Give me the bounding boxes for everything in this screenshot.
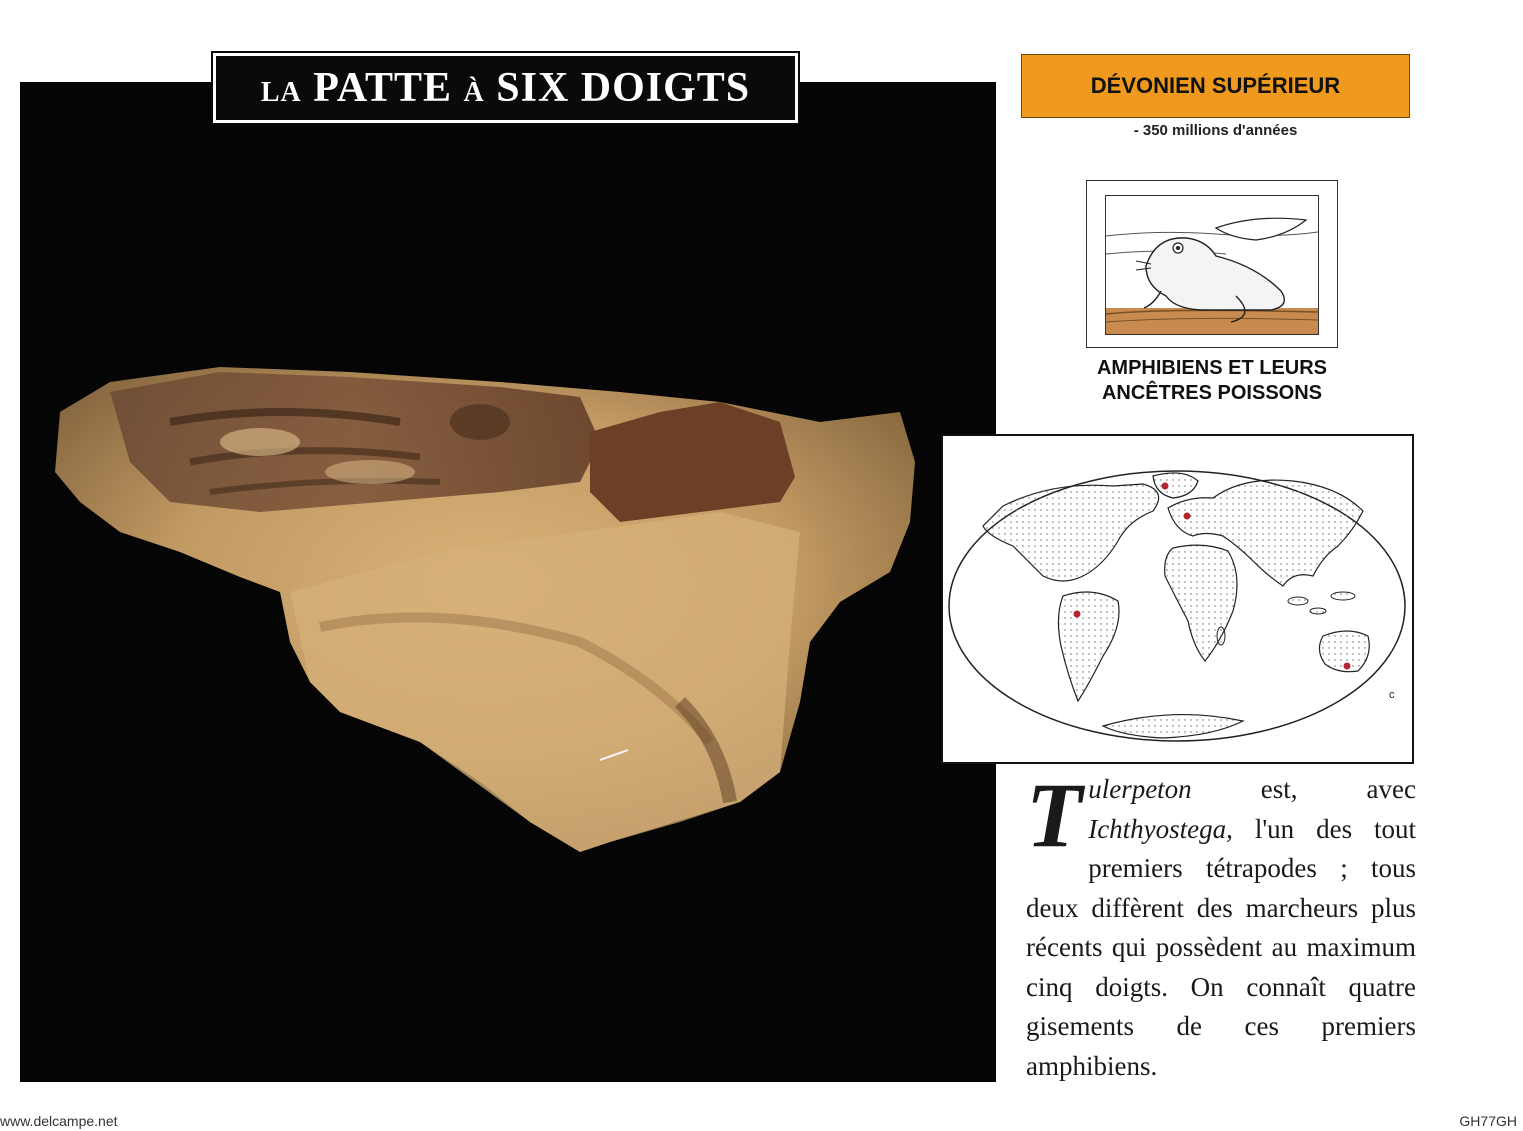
title-small-la: LA [260, 77, 302, 108]
title-main-patte: PATTE [313, 65, 453, 111]
world-map-frame [941, 434, 1414, 764]
world-map-icon [943, 436, 1412, 762]
text-italic-tulerpeton: ulerpeton [1088, 774, 1192, 804]
fossil-rock-illustration [20, 82, 996, 1082]
group-label-line1: AMPHIBIENS ET LEURS [1096, 357, 1328, 379]
period-label: DÉVONIEN SUPÉRIEUR [1090, 73, 1341, 98]
group-label [1040, 356, 1384, 406]
frog-icon [1105, 195, 1319, 335]
map-corner-letter: c [1389, 689, 1395, 701]
text-part1: est, avec [1191, 774, 1416, 804]
frog-illustration-frame [1086, 180, 1338, 348]
drop-cap: T [1026, 764, 1083, 866]
title-main-six-doigts: SIX DOIGTS [496, 65, 751, 111]
text-part2: l'un des tout premiers tétrapodes ; tous deux diffèrent des marcheurs plus récents qui possèdent au maximum cinq doigts. On connaît quatre gisements de ces premiers amphibiens. [1026, 813, 1416, 1081]
period-badge [1021, 54, 1410, 118]
site-marker-australia [1344, 663, 1351, 670]
group-label-line2: ANCÊTRES POISSONS [1101, 382, 1323, 404]
site-marker-greenland [1162, 483, 1169, 490]
site-marker-south-america [1074, 611, 1081, 618]
text-italic-ichthyostega: Ichthyostega, [1088, 813, 1233, 844]
period-age: - 350 millions d'années [1133, 122, 1298, 139]
page-title [213, 53, 798, 123]
site-marker-europe [1184, 513, 1191, 520]
title-small-a: À [463, 77, 485, 108]
footer-watermark-left: www.delcampe.net [0, 1113, 118, 1129]
description-text [1026, 764, 1416, 1086]
fossil-photo [20, 82, 996, 1082]
footer-watermark-right: GH77GH [1459, 1113, 1517, 1129]
